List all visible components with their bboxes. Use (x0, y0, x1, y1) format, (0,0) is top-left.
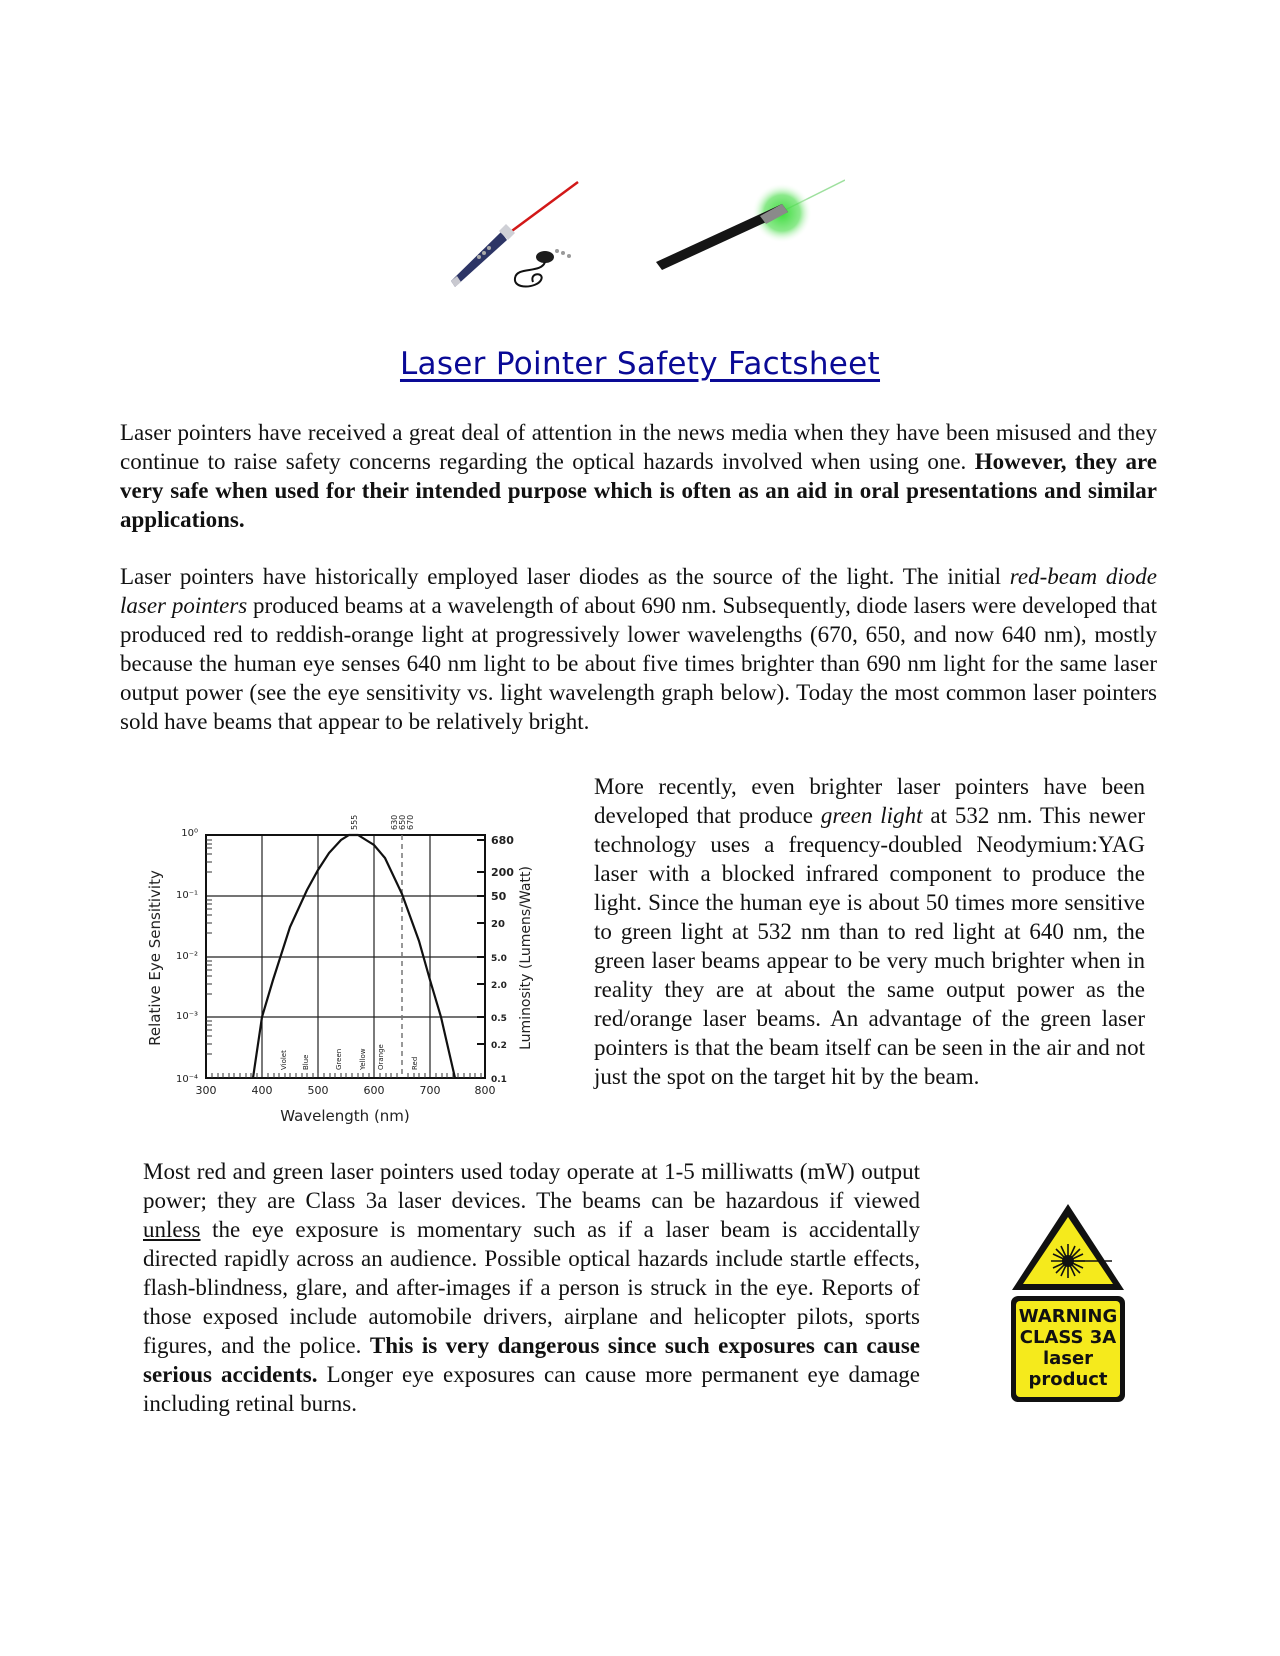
svg-text:Violet: Violet (280, 1050, 288, 1070)
y-axis-title: Relative Eye Sensitivity (146, 870, 164, 1046)
intro-text: Laser pointers have received a great deal of attention in the news media when they have been misused and they continue to raise safety concerns regarding the optical hazards involved when using one. (120, 420, 1157, 474)
green-italic-text: green light (820, 803, 923, 828)
svg-text:700: 700 (419, 1084, 441, 1097)
warning-line-4: product (1028, 1369, 1108, 1390)
svg-text:Orange: Orange (377, 1044, 385, 1070)
svg-text:Red: Red (411, 1056, 419, 1070)
svg-text:50: 50 (491, 890, 507, 903)
hazards-text-3: Longer eye exposures can cause more permanent eye damage including retinal burns. (143, 1362, 920, 1416)
svg-text:300: 300 (195, 1084, 217, 1097)
svg-text:600: 600 (363, 1084, 385, 1097)
svg-text:500: 500 (307, 1084, 329, 1097)
warning-line-1: WARNING (1018, 1306, 1118, 1327)
svg-text:10⁻³: 10⁻³ (175, 1011, 198, 1022)
svg-text:Yellow: Yellow (359, 1048, 367, 1070)
history-text-2: produced beams at a wavelength of about 690 nm. Subsequently, diode lasers were developed that produced red to reddish-orange light at progressively lower wavelengths (670, 650, and now 640 nm), mostly because the human eye senses 640 nm light to be about five times brighter than 690 nm light for the same laser output power (see the eye sensitivity vs. light wavelength graph below). Today the most common laser pointers sold have beams that appear to be relatively bright. (120, 593, 1157, 734)
hazards-bold-text: This is very dangerous since such exposures can cause serious accidents. (143, 1333, 921, 1387)
svg-text:630: 630 (390, 814, 399, 830)
svg-text:2.0: 2.0 (491, 981, 507, 991)
hazards-paragraph (143, 1157, 920, 1418)
svg-text:200: 200 (491, 866, 514, 879)
eye-sensitivity-chart (140, 790, 540, 1135)
laser-warning-sign (1008, 1200, 1128, 1405)
svg-text:0.1: 0.1 (491, 1075, 507, 1085)
warning-line-3: laser (1042, 1348, 1094, 1369)
svg-text:0.2: 0.2 (491, 1041, 507, 1051)
svg-text:10⁻⁴: 10⁻⁴ (175, 1074, 198, 1085)
svg-text:Blue: Blue (302, 1054, 310, 1070)
right-axis-title: Luminosity (Lumens/Watt) (518, 866, 534, 1050)
hazards-text-2: the eye exposure is momentary such as if a laser beam is accidentally directed rapidly across an audience. Possible optical hazards include startle effects, flash-blindness, glare, and after-images if a person is struck in the eye. Reports of those exposed include automobile drivers, airplane and helicopter pilots, sports figures, and the police. (143, 1217, 920, 1358)
intro-bold-text: However, they are very safe when used for their intended purpose which is often as an aid in oral presentations and similar applications. (120, 449, 1157, 532)
x-axis-title: Wavelength (nm) (280, 1107, 410, 1125)
svg-text:680: 680 (491, 834, 514, 847)
warning-line-2: CLASS 3A (1019, 1327, 1117, 1348)
history-italic-text: red-beam diode laser pointers (120, 564, 1157, 618)
y-tick-0: 10⁰ (181, 828, 198, 839)
svg-text:800: 800 (474, 1084, 496, 1097)
svg-text:400: 400 (251, 1084, 273, 1097)
svg-text:10⁻¹: 10⁻¹ (175, 890, 198, 901)
svg-text:650: 650 (398, 814, 407, 830)
green-text-1: More recently, even brighter laser pointers have been developed that produce (594, 774, 1145, 828)
history-text-1: Laser pointers have historically employed laser diodes as the source of the light. The initial (120, 564, 1010, 589)
green-laser-pointer-photo (650, 150, 845, 290)
svg-text:20: 20 (491, 919, 505, 930)
intro-paragraph (120, 418, 1157, 534)
svg-text:5.0: 5.0 (491, 954, 507, 964)
hazards-text-1: Most red and green laser pointers used today operate at 1-5 milliwatts (mW) output power; they are Class 3a laser devices. The beams can be hazardous if viewed (143, 1159, 920, 1213)
svg-text:Green: Green (335, 1048, 343, 1070)
page-title: Laser Pointer Safety Factsheet (399, 346, 881, 382)
svg-text:670: 670 (406, 814, 415, 830)
svg-text:0.5: 0.5 (491, 1014, 507, 1024)
history-paragraph (120, 562, 1157, 736)
hazards-underline-text: unless (143, 1217, 201, 1242)
svg-text:555: 555 (350, 814, 359, 830)
svg-text:10⁻²: 10⁻² (175, 951, 198, 962)
red-laser-pointer-photo (445, 178, 585, 296)
green-laser-paragraph (594, 772, 1145, 1091)
green-text-2: at 532 nm. This newer technology uses a frequency-doubled Neodymium:YAG laser with a blocked infrared component to produce the light. Since the human eye is about 50 times more sensitive to green light at 532 nm than to red light at 640 nm, the green laser beams appear to be very much brighter when in reality they are at about the same output power as the red/orange laser beams. An advantage of the green laser pointers is that the beam itself can be seen in the air and not just the spot on the target hit by the beam. (594, 803, 1145, 1089)
